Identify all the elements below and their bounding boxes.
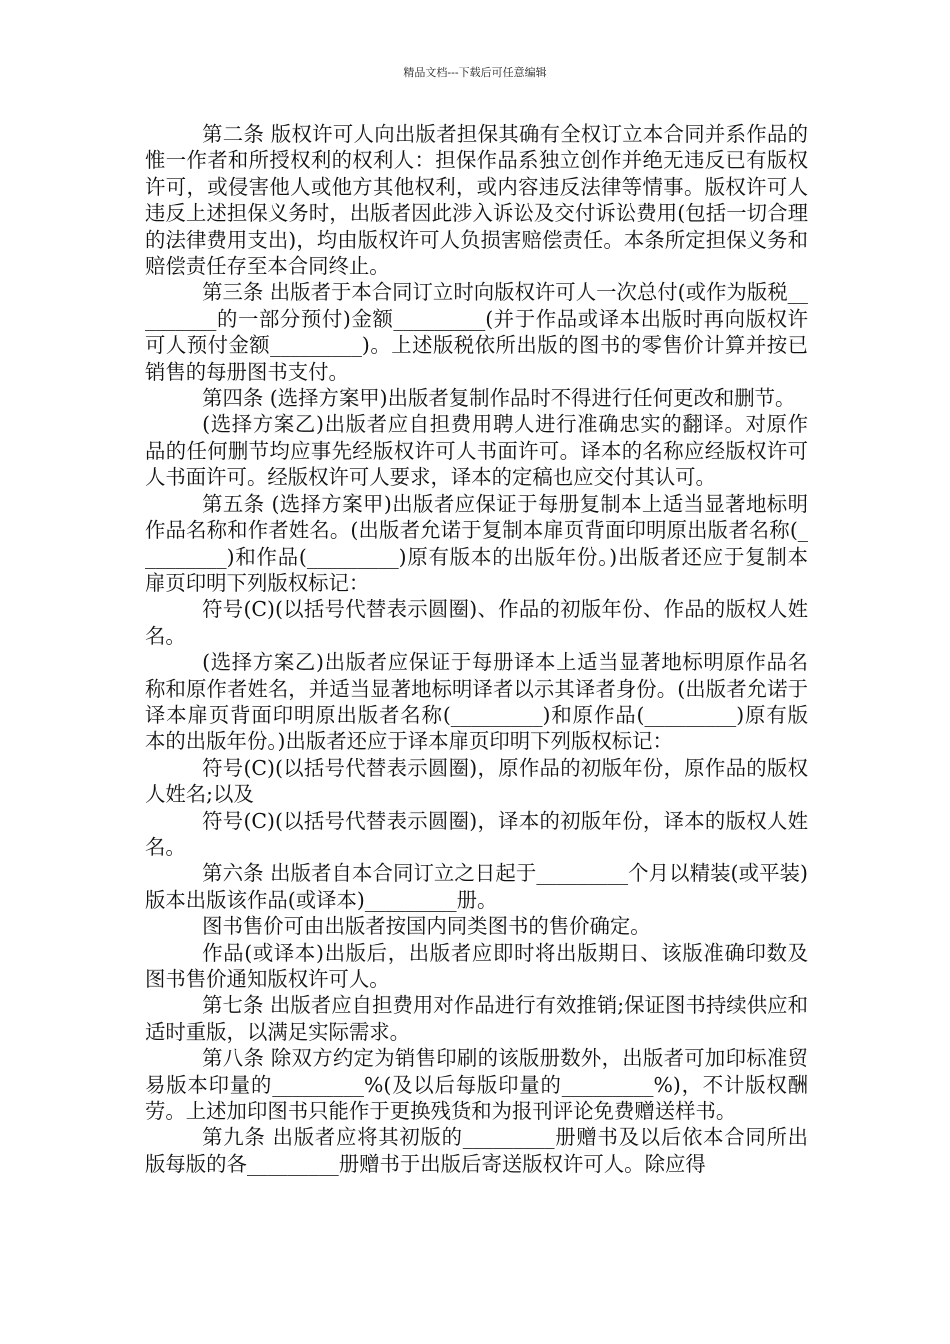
paragraph: 符号(C)(以括号代替表示圆圈)、作品的初版年份、作品的版权人姓名。 bbox=[145, 597, 808, 648]
paragraph: 第四条 (选择方案甲)出版者复制作品时不得进行任何更改和删节。 bbox=[202, 386, 796, 411]
paragraph: 第三条 出版者于本合同订立时向版权许可人一次总付(或作为版税_________的一部分预付)金额_________(并于作品或译本出版时再向版权许可人预付金额_________)。上述版税依所出版的图书的零售价计算并按已销售的每册图书支付。 bbox=[145, 280, 808, 384]
document-body bbox=[145, 121, 808, 1177]
paragraph: 第九条 出版者应将其初版的_________册赠书及以后依本合同所出版每版的各_________册赠书于出版后寄送版权许可人。除应得 bbox=[145, 1125, 808, 1176]
paragraph: 第六条 出版者自本合同订立之日起于_________个月以精装(或平装)版本出版该作品(或译本)_________册。 bbox=[145, 861, 808, 912]
paragraph: 第八条 除双方约定为销售印刷的该版册数外，出版者可加印标准贸易版本印量的_________%(及以后每版印量的_________%)，不计版权酬劳。上述加印图书只能作于更换残货和为报刊评论免费赠送样书。 bbox=[145, 1046, 808, 1124]
page-header: 精品文档---下载后可任意编辑 bbox=[403, 66, 547, 79]
paragraph: 符号(C)(以括号代替表示圆圈)，译本的初版年份，译本的版权人姓名。 bbox=[145, 808, 808, 859]
paragraph: 第二条 版权许可人向出版者担保其确有全权订立本合同并系作品的惟一作者和所授权利的权利人：担保作品系独立创作并绝无违反已有版权许可，或侵害他人或他方其他权利，或内容违反法律等情事。版权许可人违反上述担保义务时，出版者因此涉入诉讼及交付诉讼费用(包括一切合理的法律费用支出)，均由版权许可人负损害赔偿责任。本条所定担保义务和赔偿责任存至本合同终止。 bbox=[145, 122, 808, 279]
paragraph: 符号(C)(以括号代替表示圆圈)，原作品的初版年份，原作品的版权人姓名;以及 bbox=[145, 755, 808, 807]
paragraph: 第七条 出版者应自担费用对作品进行有效推销;保证图书持续供应和适时重版，以满足实际需求。 bbox=[145, 993, 808, 1044]
paragraph: 第五条 (选择方案甲)出版者应保证于每册复制本上适当显著地标明作品名称和作者姓名。(出版者允诺于复制本扉页背面印明原出版者名称(_________)和作品(_________)原有版本的出版年份。)出版者还应于复制本扉页印明下列版权标记： bbox=[145, 491, 808, 595]
paragraph: 图书售价可由出版者按国内同类图书的售价确定。 bbox=[202, 914, 651, 939]
paragraph: 作品(或译本)出版后，出版者应即时将出版期日、该版准确印数及图书售价通知版权许可人。 bbox=[145, 940, 808, 991]
paragraph: (选择方案乙)出版者应自担费用聘人进行准确忠实的翻译。对原作品的任何删节均应事先经版权许可人书面许可。译本的名称应经版权许可人书面许可。经版权许可人要求，译本的定稿也应交付其认可。 bbox=[145, 412, 808, 490]
paragraph: (选择方案乙)出版者应保证于每册译本上适当显著地标明原作品名称和原作者姓名，并适当显著地标明译者以示其译者身份。(出版者允诺于译本扉页背面印明原出版者名称(_________)和原作品(_________)原有版本的出版年份。)出版者还应于译本扉页印明下列版权标记： bbox=[145, 650, 808, 754]
